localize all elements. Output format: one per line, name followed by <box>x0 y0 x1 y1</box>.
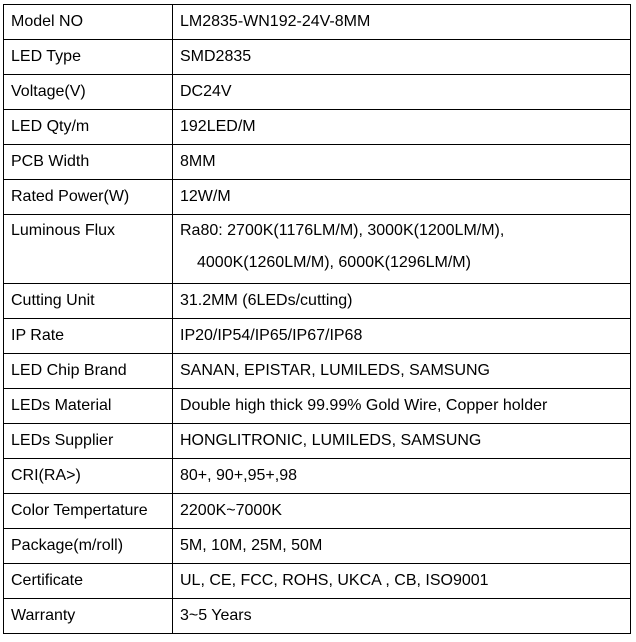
spec-label: LED Qty/m <box>4 110 173 145</box>
spec-value: 2200K~7000K <box>173 494 631 529</box>
spec-value: 80+, 90+,95+,98 <box>173 459 631 494</box>
spec-value: 12W/M <box>173 180 631 215</box>
spec-label: LED Chip Brand <box>4 354 173 389</box>
table-row <box>4 145 631 180</box>
table-row <box>4 599 631 634</box>
spec-value: SMD2835 <box>173 40 631 75</box>
spec-value <box>173 215 631 284</box>
spec-value: SANAN, EPISTAR, LUMILEDS, SAMSUNG <box>173 354 631 389</box>
spec-label: Rated Power(W) <box>4 180 173 215</box>
spec-label: LED Type <box>4 40 173 75</box>
table-row <box>4 459 631 494</box>
spec-label: LEDs Supplier <box>4 424 173 459</box>
spec-label: Certificate <box>4 564 173 599</box>
spec-label: Cutting Unit <box>4 284 173 319</box>
spec-value-line: 4000K(1260LM/M), 6000K(1296LM/M) <box>197 254 471 271</box>
spec-label: Luminous Flux <box>4 215 173 284</box>
spec-value: Double high thick 99.99% Gold Wire, Copper holder <box>173 389 631 424</box>
spec-value: 31.2MM (6LEDs/cutting) <box>173 284 631 319</box>
table-row <box>4 319 631 354</box>
table-row <box>4 75 631 110</box>
spec-value: 192LED/M <box>173 110 631 145</box>
table-row <box>4 354 631 389</box>
spec-label: IP Rate <box>4 319 173 354</box>
spec-label: Voltage(V) <box>4 75 173 110</box>
spec-value: IP20/IP54/IP65/IP67/IP68 <box>173 319 631 354</box>
table-row <box>4 494 631 529</box>
table-row <box>4 180 631 215</box>
table-row <box>4 389 631 424</box>
spec-value: UL, CE, FCC, ROHS, UKCA , CB, ISO9001 <box>173 564 631 599</box>
spec-label: PCB Width <box>4 145 173 180</box>
table-row <box>4 5 631 40</box>
table-row <box>4 284 631 319</box>
spec-value: LM2835-WN192-24V-8MM <box>173 5 631 40</box>
table-row <box>4 424 631 459</box>
spec-value: 5M, 10M, 25M, 50M <box>173 529 631 564</box>
table-row <box>4 215 631 284</box>
spec-value: DC24V <box>173 75 631 110</box>
spec-value: 8MM <box>173 145 631 180</box>
spec-table <box>3 4 631 634</box>
spec-value: 3~5 Years <box>173 599 631 634</box>
table-row <box>4 40 631 75</box>
spec-label: CRI(RA>) <box>4 459 173 494</box>
spec-label: Model NO <box>4 5 173 40</box>
table-row <box>4 564 631 599</box>
spec-label: LEDs Material <box>4 389 173 424</box>
spec-label: Package(m/roll) <box>4 529 173 564</box>
table-row <box>4 110 631 145</box>
spec-value-line: Ra80: 2700K(1176LM/M), 3000K(1200LM/M), <box>180 222 505 239</box>
table-row <box>4 529 631 564</box>
spec-label: Color Tempertature <box>4 494 173 529</box>
spec-label: Warranty <box>4 599 173 634</box>
spec-value: HONGLITRONIC, LUMILEDS, SAMSUNG <box>173 424 631 459</box>
